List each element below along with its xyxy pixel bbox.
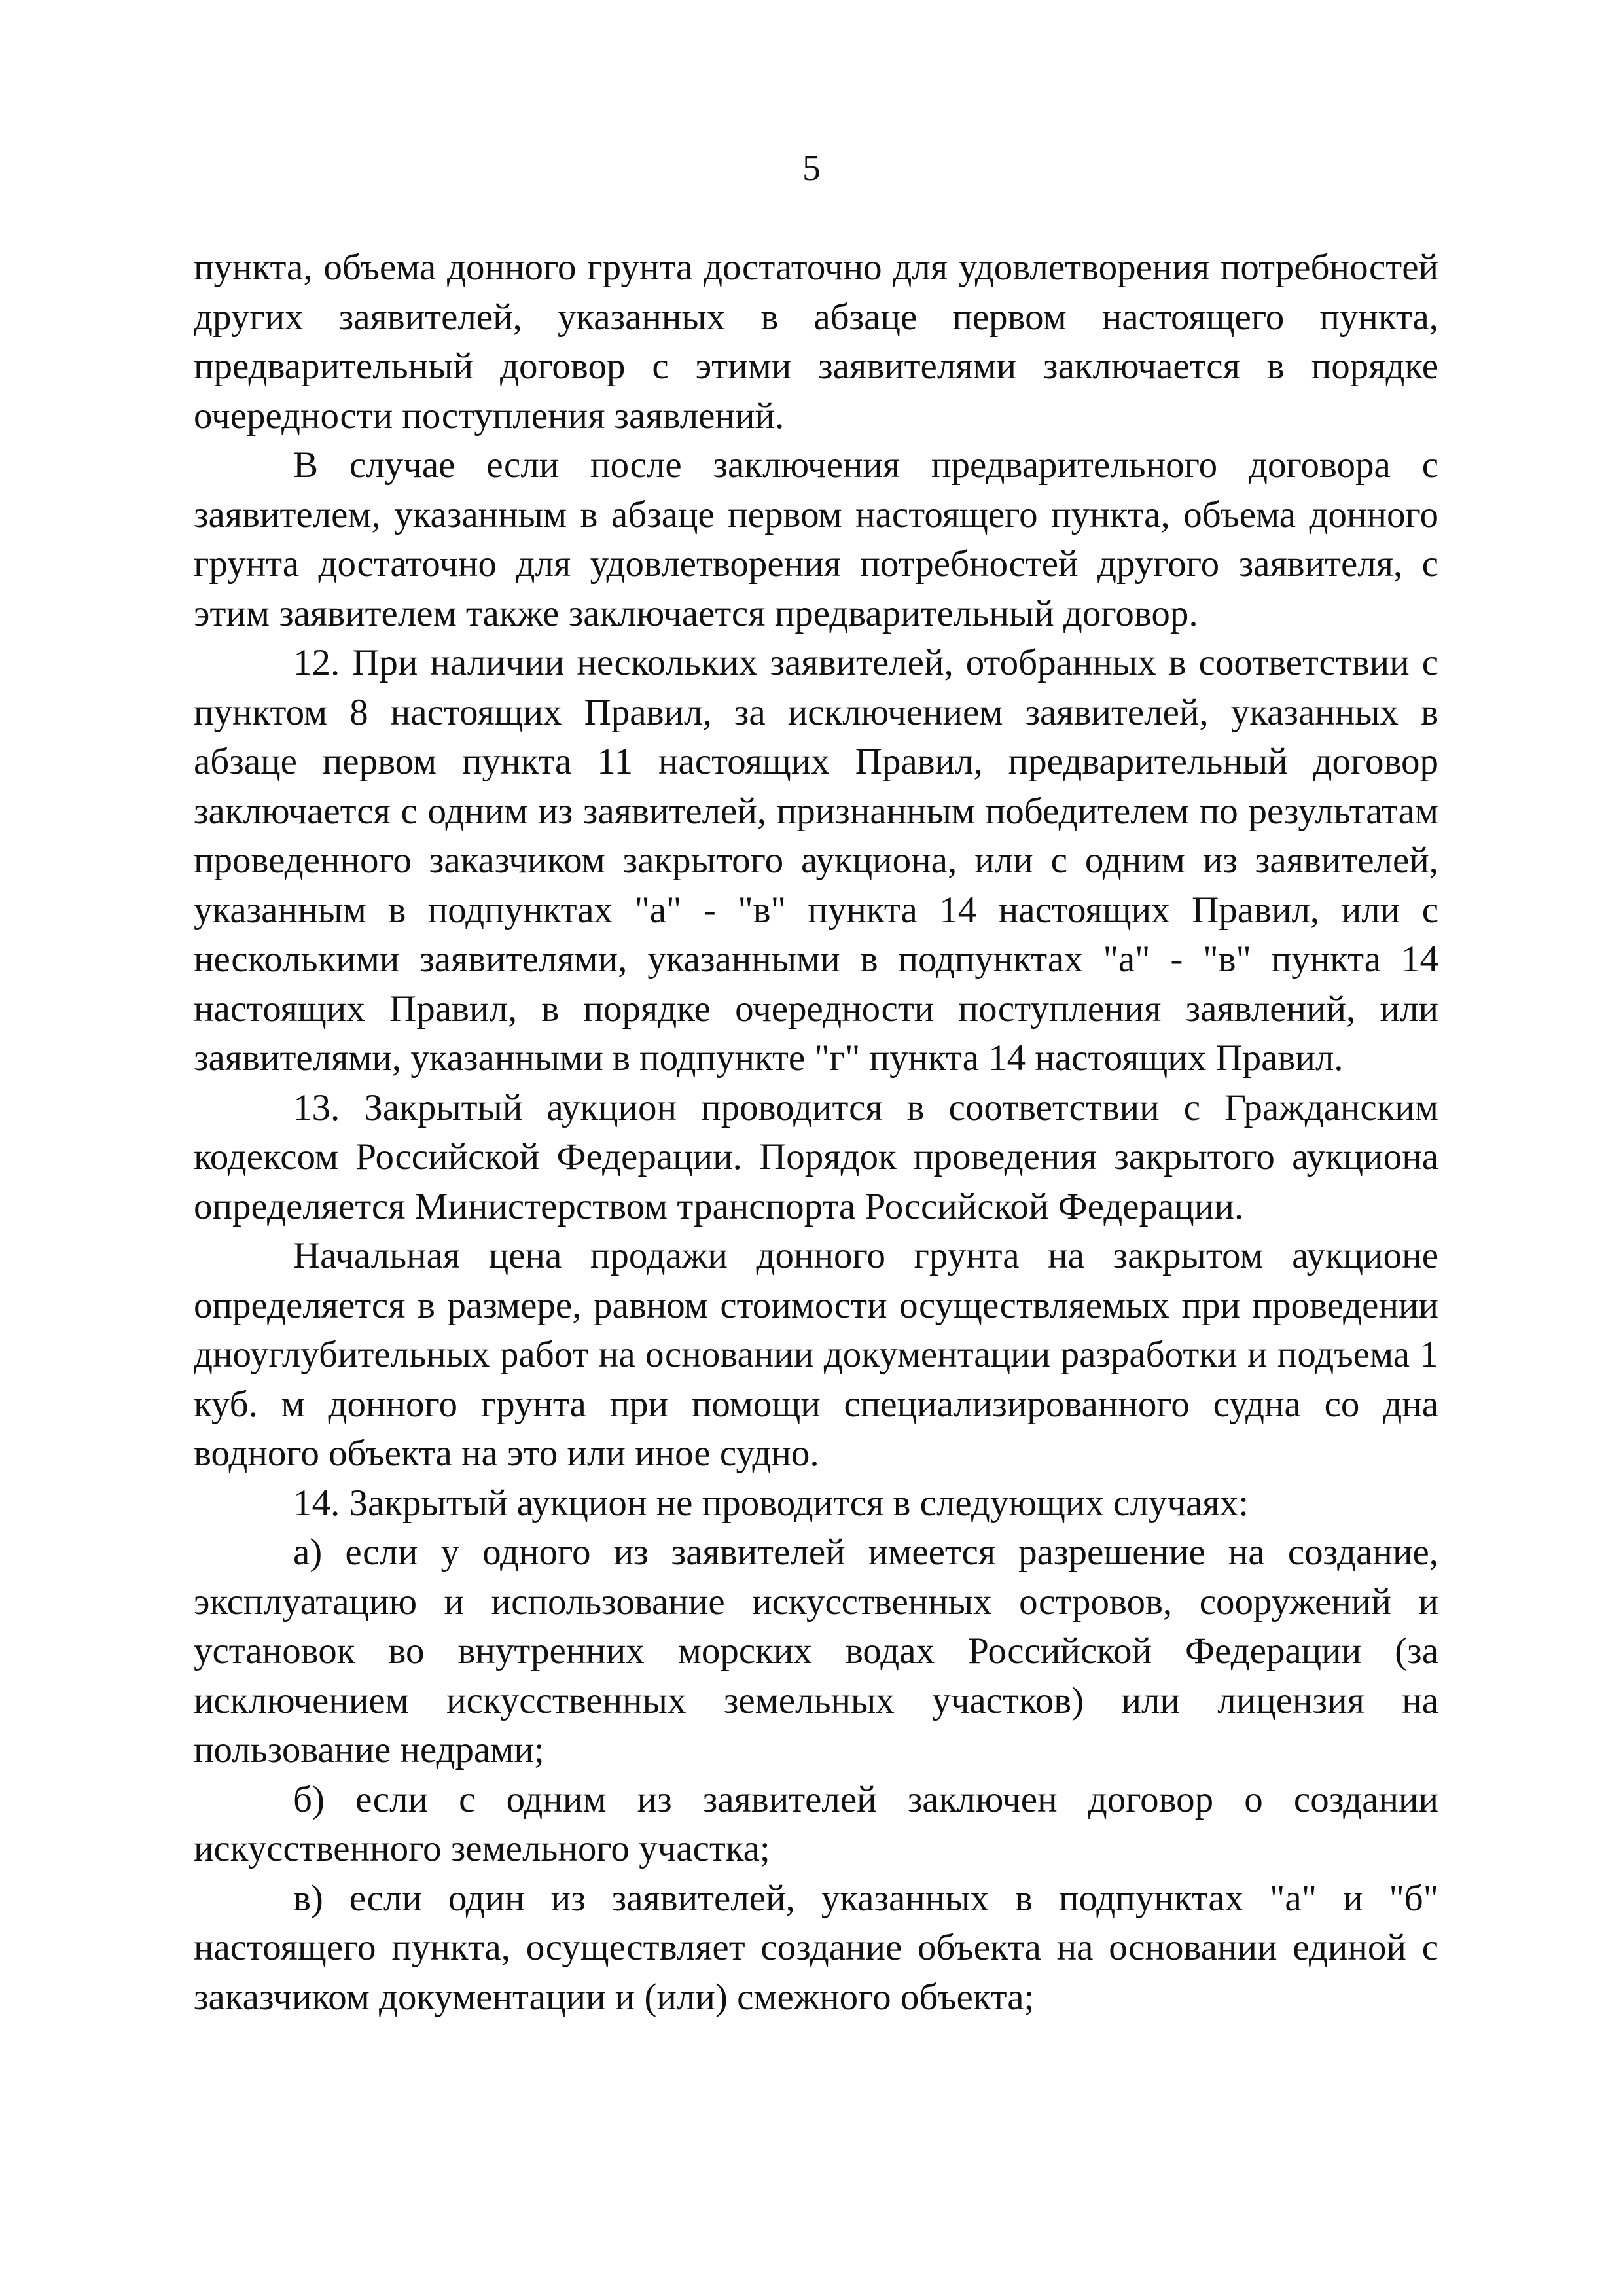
paragraph-continuation: пункта, объема донного грунта достаточно для удовлетворения потребностей других заявителей, указанных в абзаце первом настоящего пункта, предварительный договор с этими заявителями заключается в порядке очередности поступления заявлений. — [194, 247, 1438, 437]
paragraph-subitem-v: в) если один из заявителей, указанных в подпунктах "а" и "б" настоящего пункта, осуществляет создание объекта на основании единой с заказчиком документации и (или) смежного объекта; — [194, 1877, 1438, 2018]
paragraph-item-12: 12. При наличии нескольких заявителей, отобранных в соответствии с пунктом 8 настоящих Правил, за исключением заявителей, указанных в абзаце первом пункта 11 настоящих Правил, предварительный договор заключается с одним из заявителей, признанным победителем по результатам проведенного заказчиком закрытого аукциона, или с одним из заявителей, указанным в подпунктах "а" - "в" пункта 14 настоящих Правил, или с несколькими заявителями, указанными в подпунктах "а" - "в" пункта 14 настоящих Правил, в порядке очередности поступления заявлений, или заявителями, указанными в подпункте "г" пункта 14 настоящих Правил. — [194, 642, 1438, 1079]
paragraph-item-14: 14. Закрытый аукцион не проводится в следующих случаях: — [293, 1482, 1249, 1524]
paragraph-subitem-a: а) если у одного из заявителей имеется разрешение на создание, эксплуатацию и использование искусственных островов, сооружений и установок во внутренних морских водах Российской Федерации (за исключением искусственных земельных участков) или лицензия на пользование недрами; — [194, 1532, 1438, 1770]
paragraph-subitem-b: б) если с одним из заявителей заключен договор о создании искусственного земельного участка; — [194, 1778, 1438, 1869]
paragraph-starting-price: Начальная цена продажи донного грунта на закрытом аукционе определяется в размере, равном стоимости осуществляемых при проведении дноуглубительных работ на основании документации разработки и подъема 1 куб. м донного грунта при помощи специализированного судна со дна водного объекта на это или иное судно. — [194, 1235, 1438, 1474]
paragraph-item-13: 13. Закрытый аукцион проводится в соответствии с Гражданским кодексом Российской Федерации. Порядок проведения закрытого аукциона определяется Министерством транспорта Российской Федерации. — [194, 1086, 1438, 1227]
document-body — [194, 243, 1438, 2022]
page-number: 5 — [802, 148, 821, 188]
paragraph-case-preliminary-contract: В случае если после заключения предварительного договора с заявителем, указанным в абзаце первом настоящего пункта, объема донного грунта достаточно для удовлетворения потребностей другого заявителя, с этим заявителем также заключается предварительный договор. — [194, 444, 1438, 634]
